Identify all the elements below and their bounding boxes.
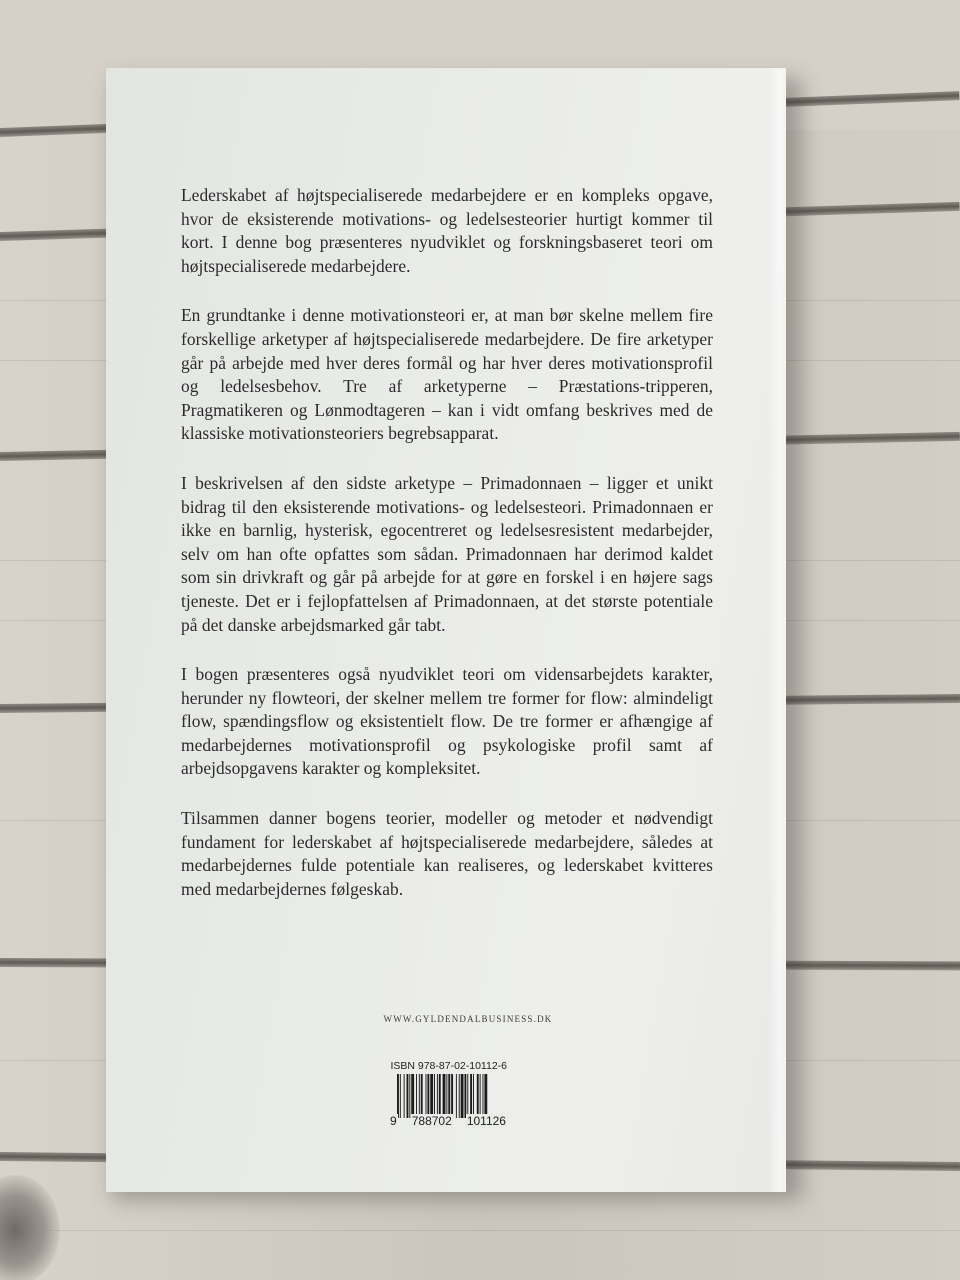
barcode-bar bbox=[400, 1074, 401, 1118]
barcode-bar bbox=[404, 1074, 405, 1118]
blurb-paragraph-3: I beskrivelsen af den sidste arketype – Primadonnaen – ligger et unikt bidrag til den eksisterende motivations- og ledelsesteori. Primadonnaen er ikke en barnlig, hysterisk, egocentreret og ledelsesresistent medarbejder, selv om han ofte opfattes som sådan. Primadonnaen har derimod kaldet som sin drivkraft og går på arbejde for at gøre en forskel i en højere sags tjeneste. Det er i fejlopfattelsen af Primadonnaen, at det største potentiale på det danske arbejdsmarked går tabt. bbox=[181, 472, 713, 635]
barcode-bar bbox=[477, 1074, 479, 1118]
barcode-bar bbox=[448, 1074, 450, 1118]
blurb-text bbox=[181, 184, 713, 927]
book-back-cover bbox=[106, 68, 786, 1192]
barcode-digits bbox=[389, 1114, 507, 1128]
barcode-bar bbox=[483, 1074, 484, 1118]
barcode-digit-prefix: 9 bbox=[390, 1114, 397, 1128]
barcode-digit-group-2: 101126 bbox=[466, 1114, 506, 1128]
barcode-bar bbox=[434, 1074, 435, 1118]
barcode-bar bbox=[461, 1074, 464, 1118]
cover-edge-highlight bbox=[768, 68, 786, 1192]
barcode-bars bbox=[391, 1074, 507, 1118]
barcode-bar bbox=[467, 1074, 468, 1118]
barcode-bar bbox=[407, 1074, 409, 1118]
barcode-bar bbox=[446, 1074, 447, 1118]
barcode-bar bbox=[464, 1074, 466, 1118]
publisher-website: WWW.GYLDENDALBUSINESS.DK bbox=[383, 1014, 553, 1024]
barcode-bar bbox=[421, 1074, 423, 1118]
barcode-bar bbox=[426, 1074, 427, 1118]
isbn-label: ISBN 978-87-02-10112-6 bbox=[390, 1060, 507, 1072]
barcode-bar bbox=[437, 1074, 438, 1118]
barcode-bar bbox=[427, 1074, 429, 1118]
barcode-bar bbox=[439, 1074, 441, 1118]
blurb-paragraph-4: I bogen præsenteres også nyudviklet teori om vidensarbejdets karakter, herunder ny flowteori, der skelner mellem tre former for flow: almindeligt flow, spændingsflow og eksistentielt flow. De tre former er afhængige af medarbejdernes motivationsprofil og psykologiske profil samt af arbejdsopgavens karakter og kompleksitet. bbox=[181, 664, 713, 779]
barcode-bar bbox=[470, 1074, 472, 1118]
barcode-bar bbox=[409, 1074, 410, 1118]
barcode-bar bbox=[459, 1074, 460, 1118]
blurb-paragraph-1: Lederskabet af højtspecialiserede medarbejdere er en kompleks opgave, hvor de eksisterende motivations- og ledelsesteorier hurtigt kommer til kort. I denne bog præsenteres nyudviklet og forskningsbaseret teori om højtspecialiserede medarbejdere. bbox=[181, 185, 713, 276]
blurb-paragraph-5: Tilsammen danner bogens teorier, modeller og metoder et nødvendigt fundament for lederskabet af højtspecialiserede medarbejdere, således at medarbejdernes fulde potentiale kan realiseres, og lederskabet kvitteres med medarbejdernes følgeskab. bbox=[181, 808, 713, 899]
barcode-bar bbox=[480, 1074, 481, 1118]
barcode-bar bbox=[430, 1074, 433, 1118]
barcode-bar bbox=[456, 1074, 457, 1118]
blurb-paragraph-2: En grundtanke i denne motivationsteori er, at man bør skelne mellem fire forskellige arketyper af højtspecialiserede medarbejdere. De fire arketyper går på arbejde med hver deres formål og har hver deres motivationsprofil og ledelsesbehov. Tre af arketyperne – Præstations-tripperen, Pragmatikeren og Lønmodtageren – kan i vidt omfang beskrives med de klassiske motivationsteoriers begrebsapparat. bbox=[181, 305, 713, 444]
barcode-bar bbox=[416, 1074, 417, 1118]
isbn-barcode bbox=[389, 1060, 507, 1132]
barcode-bar bbox=[451, 1074, 453, 1118]
barcode-digit-group-1: 788702 bbox=[411, 1114, 452, 1128]
barcode-bar bbox=[484, 1074, 487, 1118]
barcode-bar bbox=[473, 1074, 474, 1118]
barcode-bar bbox=[397, 1074, 399, 1118]
barcode-bar bbox=[411, 1074, 414, 1118]
barcode-bar bbox=[443, 1074, 446, 1118]
barcode-bar bbox=[419, 1074, 420, 1118]
